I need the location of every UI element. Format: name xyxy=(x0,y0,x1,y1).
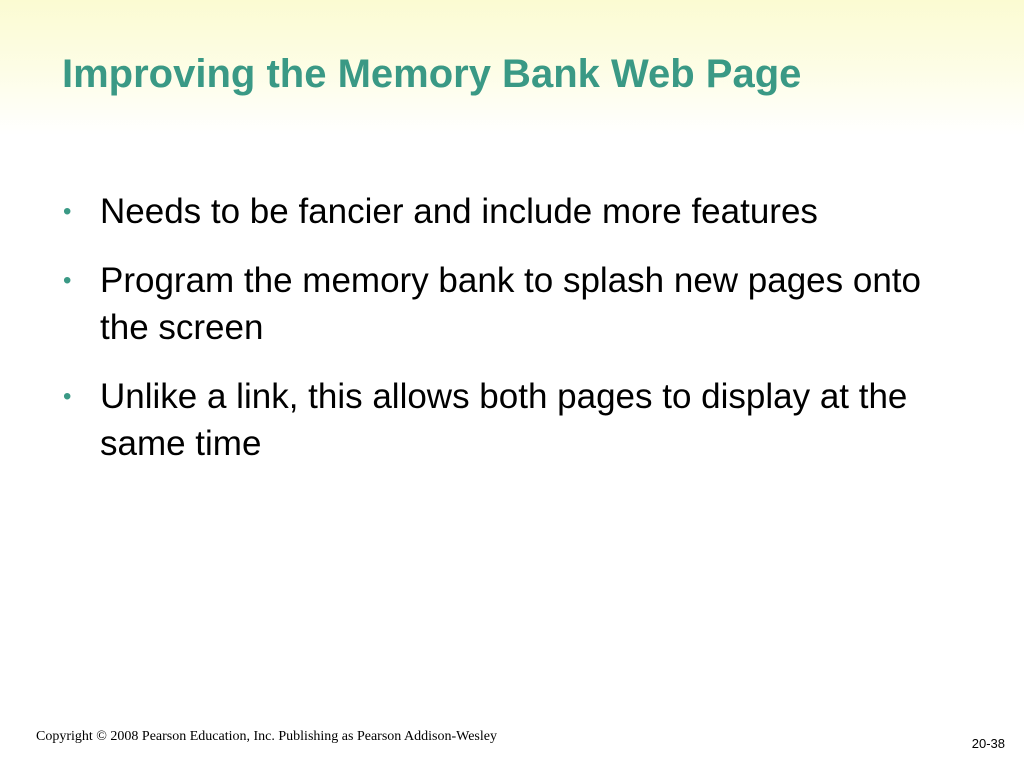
footer-copyright: Copyright © 2008 Pearson Education, Inc. Publishing as Pearson Addison-Wesley xyxy=(36,729,497,744)
slide-title: Improving the Memory Bank Web Page xyxy=(62,52,802,96)
footer-page-number: 20-38 xyxy=(971,736,1005,751)
bullet-item xyxy=(60,373,960,467)
bullet-item xyxy=(60,188,960,235)
bullet-marker: • xyxy=(63,198,72,225)
bullet-text: Unlike a link, this allows both pages to display at the same time xyxy=(100,377,908,463)
bullet-marker: • xyxy=(63,383,72,410)
bullet-text: Program the memory bank to splash new pages onto the screen xyxy=(100,261,921,347)
bullet-item xyxy=(60,257,960,351)
bullet-marker: • xyxy=(63,267,72,294)
bullet-list xyxy=(60,188,960,489)
bullet-text: Needs to be fancier and include more features xyxy=(100,192,818,231)
